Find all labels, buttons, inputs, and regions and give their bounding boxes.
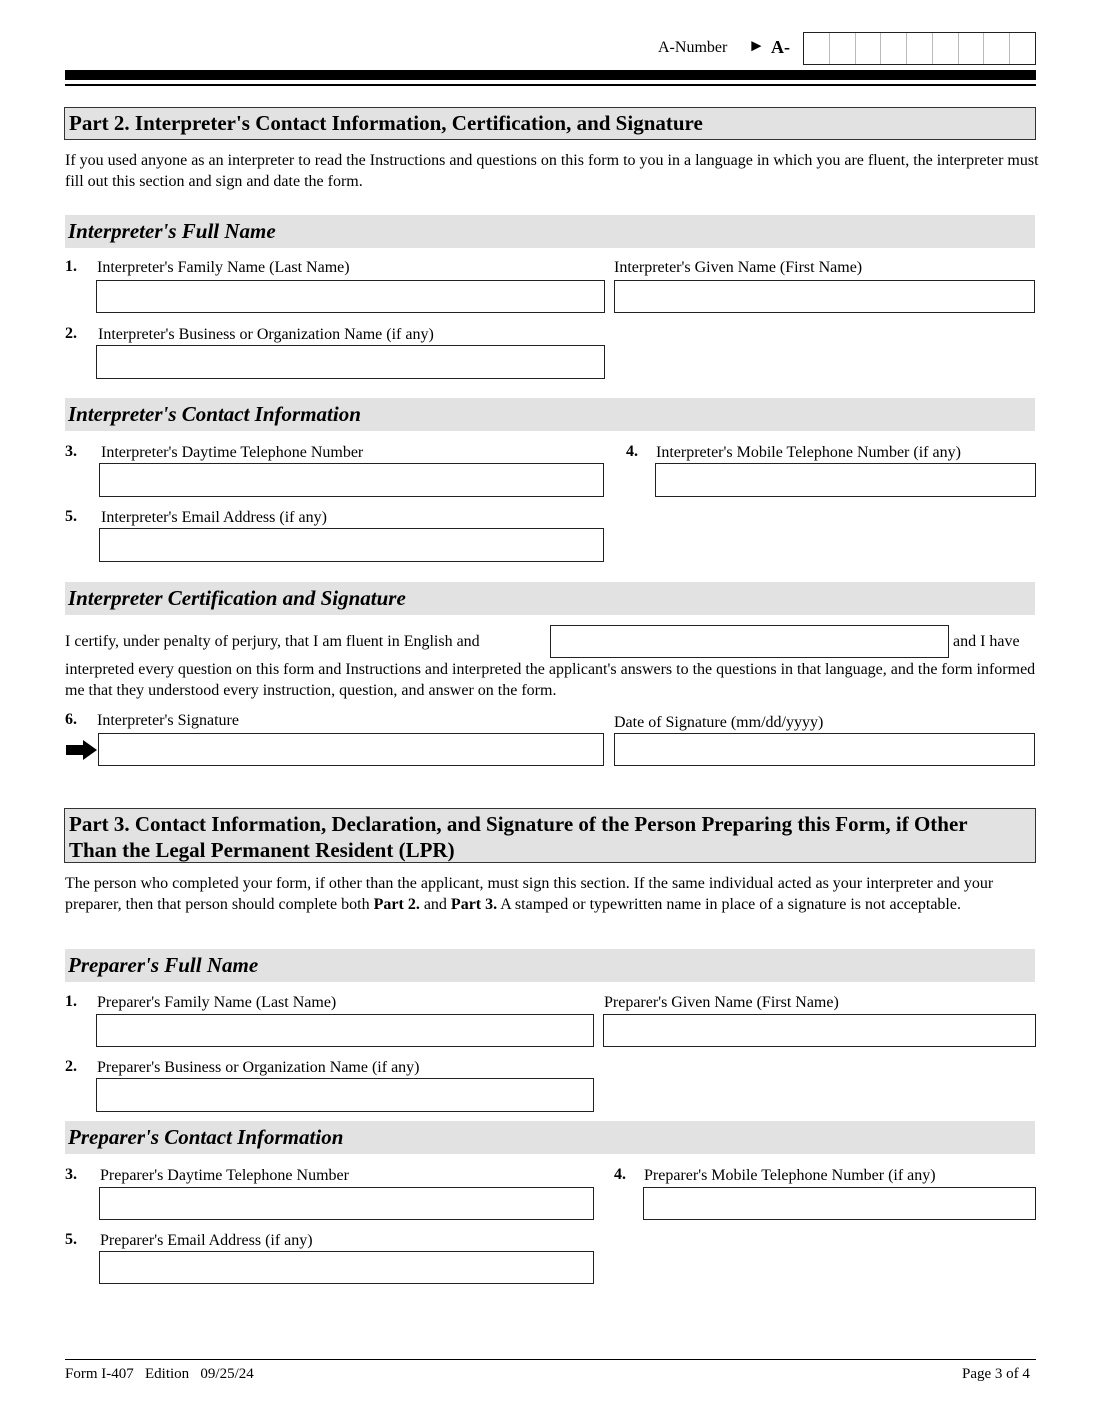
- preparer-full-name-heading: Preparer's Full Name: [65, 949, 1035, 982]
- q1-number: 1.: [65, 258, 77, 275]
- part3-title-line2: Than the Legal Permanent Resident (LPR): [69, 838, 455, 862]
- preparer-mobile-phone-label: Preparer's Mobile Telephone Number (if any): [644, 1167, 936, 1184]
- arrow-right-icon: ►: [748, 36, 765, 55]
- form-edition: Form I-407 Edition 09/25/24: [65, 1366, 254, 1382]
- date-of-signature-field[interactable]: [614, 733, 1035, 766]
- a-number-label: A-Number: [658, 39, 728, 56]
- part3-intro-b: Part 2.: [373, 896, 420, 913]
- p3-q5-number: 5.: [65, 1231, 77, 1248]
- preparer-family-name-field[interactable]: [96, 1014, 594, 1047]
- q2-number: 2.: [65, 325, 77, 342]
- interpreter-mobile-phone-field[interactable]: [655, 463, 1036, 497]
- part3-intro-c: and: [419, 896, 451, 913]
- p3-q4-number: 4.: [614, 1166, 626, 1183]
- interpreter-daytime-phone-label: Interpreter's Daytime Telephone Number: [101, 444, 364, 461]
- p3-q2-number: 2.: [65, 1058, 77, 1075]
- interpreter-family-name-field[interactable]: [96, 280, 605, 313]
- part3-title-line1: Part 3. Contact Information, Declaration, and Signature of the Person Preparing this Form, if Other: [69, 812, 968, 836]
- q5-number: 5.: [65, 508, 77, 525]
- preparer-mobile-phone-field[interactable]: [643, 1187, 1036, 1220]
- part3-intro-e: A stamped or typewritten name in place of a signature is not acceptable.: [497, 896, 961, 913]
- part3-intro: [65, 873, 1035, 915]
- interpreter-family-name-label: Interpreter's Family Name (Last Name): [97, 259, 350, 276]
- header-rule-thick: [65, 70, 1036, 80]
- page-number: Page 3 of 4: [962, 1366, 1030, 1382]
- interpreter-business-field[interactable]: [96, 345, 605, 379]
- p3-q1-number: 1.: [65, 993, 77, 1010]
- preparer-daytime-phone-field[interactable]: [99, 1187, 594, 1220]
- certification-text-rest: interpreted every question on this form and Instructions and interpreted the applicant's answers to the questions in that language, and the form informed me that they understood every instruction, question, and answer on the form.: [65, 661, 1036, 699]
- interpreter-certification-heading: Interpreter Certification and Signature: [65, 582, 1035, 615]
- interpreter-given-name-field[interactable]: [614, 280, 1035, 313]
- language-field[interactable]: [550, 625, 949, 658]
- arrow-right-icon: [66, 740, 97, 765]
- preparer-business-label: Preparer's Business or Organization Name (if any): [97, 1059, 420, 1076]
- a-number-input[interactable]: [803, 32, 1036, 65]
- preparer-given-name-field[interactable]: [603, 1014, 1036, 1047]
- preparer-family-name-label: Preparer's Family Name (Last Name): [97, 994, 337, 1011]
- interpreter-given-name-label: Interpreter's Given Name (First Name): [614, 259, 863, 276]
- a-number-prefix: A-: [771, 37, 790, 57]
- p3-q3-number: 3.: [65, 1166, 77, 1183]
- interpreter-signature-label: Interpreter's Signature: [97, 712, 239, 729]
- part3-intro-a: The person who completed your form, if other than the applicant, must sign this section. If the same individual acted as your interpreter and your preparer, then that person should complete both: [65, 875, 994, 913]
- part3-title: [64, 808, 1036, 863]
- preparer-daytime-phone-label: Preparer's Daytime Telephone Number: [100, 1167, 349, 1184]
- preparer-email-label: Preparer's Email Address (if any): [100, 1232, 313, 1249]
- footer-rule: [65, 1359, 1036, 1360]
- q3-number: 3.: [65, 443, 77, 460]
- interpreter-business-label: Interpreter's Business or Organization Name (if any): [98, 326, 434, 343]
- preparer-email-field[interactable]: [99, 1251, 594, 1284]
- interpreter-signature-field[interactable]: [98, 733, 604, 766]
- certification-text-mid: and I have: [953, 633, 1020, 650]
- q6-number: 6.: [65, 711, 77, 728]
- certification-text-start: I certify, under penalty of perjury, that I am fluent in English and: [65, 633, 480, 650]
- preparer-business-field[interactable]: [96, 1078, 594, 1112]
- interpreter-email-label: Interpreter's Email Address (if any): [101, 509, 327, 526]
- preparer-contact-heading: Preparer's Contact Information: [65, 1121, 1035, 1154]
- date-of-signature-label: Date of Signature (mm/dd/yyyy): [614, 714, 824, 731]
- header-rule-thin: [65, 84, 1036, 86]
- interpreter-contact-heading: Interpreter's Contact Information: [65, 398, 1035, 431]
- interpreter-full-name-heading: Interpreter's Full Name: [65, 215, 1035, 248]
- part3-intro-d: Part 3.: [450, 896, 498, 913]
- part2-intro: If you used anyone as an interpreter to read the Instructions and questions on this form to you in a language in which you are fluent, the interpreter must fill out this section and sign and date the form.: [65, 152, 1039, 190]
- interpreter-daytime-phone-field[interactable]: [99, 463, 604, 497]
- preparer-given-name-label: Preparer's Given Name (First Name): [604, 994, 839, 1011]
- q4-number: 4.: [626, 443, 638, 460]
- part2-title: Part 2. Interpreter's Contact Information, Certification, and Signature: [64, 107, 1036, 140]
- interpreter-mobile-phone-label: Interpreter's Mobile Telephone Number (if any): [656, 444, 961, 461]
- interpreter-email-field[interactable]: [99, 528, 604, 562]
